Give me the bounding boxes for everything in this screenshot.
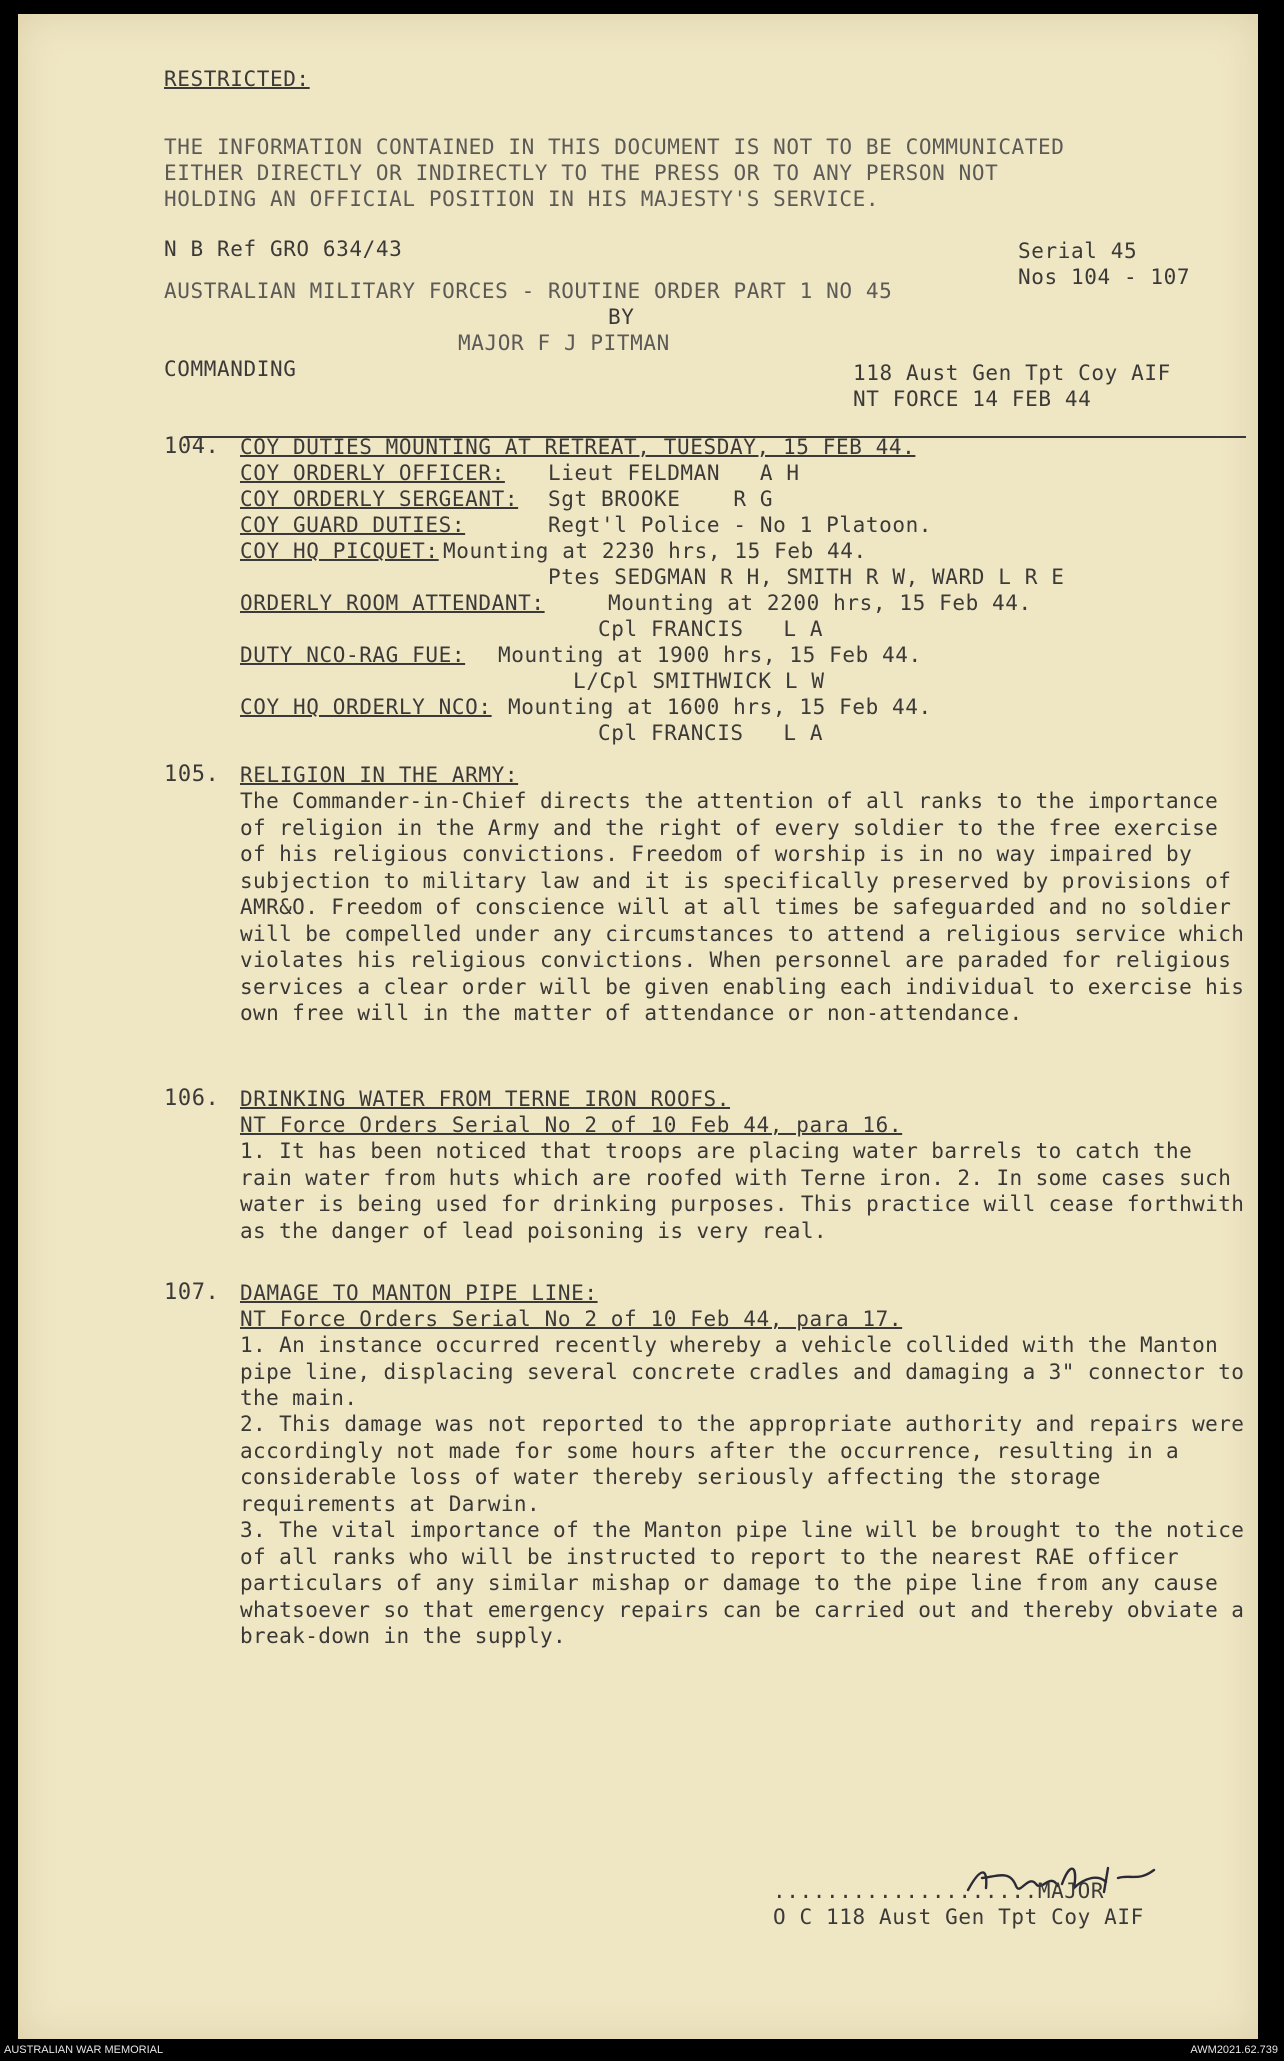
duty-label: DUTY NCO-RAG FUE: bbox=[240, 643, 466, 667]
duty-value: L/Cpl SMITHWICK L W bbox=[573, 669, 825, 693]
reference-number: N B Ref GRO 634/43 bbox=[164, 237, 403, 261]
duty-value: Cpl FRANCIS L A bbox=[598, 721, 824, 745]
order-105-number: 105. bbox=[164, 762, 220, 787]
issuing-officer: MAJOR F J PITMAN bbox=[458, 331, 670, 355]
notice-line-1: THE INFORMATION CONTAINED IN THIS DOCUMENT IS NOT TO BE COMMUNICATED bbox=[164, 135, 1065, 159]
archive-label: AUSTRALIAN WAR MEMORIAL bbox=[4, 2044, 164, 2056]
order-107-heading: DAMAGE TO MANTON PIPE LINE: bbox=[240, 1281, 598, 1305]
order-105-body: The Commander-in-Chief directs the attention of all ranks to the importance of religion in the Army and the right of every soldier to the free exercise of his religious convictions. Freedom of worship is in no way impaired by subjection to military law and it is specifically preserved by provisions of AMR&O. Freedom of conscience will at all times be safeguarded and no soldier will be compelled under any circumstances to attend a religious service which violates his religious convictions. When personnel are paraded for religious services a clear order will be given enabling each individual to exercise his own free will in the matter of attendance or non-attendance. bbox=[240, 789, 1245, 1025]
order-106-number: 106. bbox=[164, 1086, 220, 1111]
order-106-body: 1. It has been noticed that troops are placing water barrels to catch the rain water from huts which are roofed with Terne iron. 2. In some cases such water is being used for drinking purposes. This practice will cease forthwith as the danger of lead poisoning is very real. bbox=[240, 1139, 1245, 1243]
duty-value: Regt'l Police - No 1 Platoon. bbox=[548, 513, 933, 537]
order-104-heading: COY DUTIES MOUNTING AT RETREAT, TUESDAY, 15 FEB 44. bbox=[240, 435, 916, 459]
signatory-unit: O C 118 Aust Gen Tpt Coy AIF bbox=[773, 1905, 1144, 1929]
order-107-reference: NT Force Orders Serial No 2 of 10 Feb 44, para 17. bbox=[240, 1307, 903, 1331]
duty-label: COY ORDERLY OFFICER: bbox=[240, 461, 505, 485]
duty-value: Mounting at 2230 hrs, 15 Feb 44. bbox=[443, 539, 867, 563]
duty-value: Mounting at 1900 hrs, 15 Feb 44. bbox=[498, 643, 922, 667]
order-106-heading: DRINKING WATER FROM TERNE IRON ROOFS. bbox=[240, 1087, 730, 1111]
notice-line-3: HOLDING AN OFFICIAL POSITION IN HIS MAJESTY'S SERVICE. bbox=[164, 187, 880, 211]
unit-name: 118 Aust Gen Tpt Coy AIF bbox=[853, 361, 1171, 385]
duty-value: Cpl FRANCIS L A bbox=[598, 617, 824, 641]
restricted-label: RESTRICTED: bbox=[164, 67, 310, 91]
order-107-para-2: 2. This damage was not reported to the appropriate authority and repairs were accordingly not made for some hours after the occurrence, resulting in a considerable loss of water thereby seriously affecting the storage requirements at Darwin. bbox=[240, 1412, 1245, 1516]
document-page bbox=[18, 14, 1258, 2039]
accession-number: AWM2021.62.739 bbox=[1190, 2044, 1278, 2056]
duty-value: Mounting at 2200 hrs, 15 Feb 44. bbox=[608, 591, 1032, 615]
duty-value: Sgt BROOKE R G bbox=[548, 487, 774, 511]
force-date: NT FORCE 14 FEB 44 bbox=[853, 387, 1092, 411]
duty-label: ORDERLY ROOM ATTENDANT: bbox=[240, 591, 545, 615]
by-label: BY bbox=[608, 305, 635, 329]
order-107-para-1: 1. An instance occurred recently whereby a vehicle collided with the Manton pipe line, displacing several concrete cradles and damaging a 3" connector to the main. bbox=[240, 1333, 1245, 1410]
duty-value: Mounting at 1600 hrs, 15 Feb 44. bbox=[508, 695, 932, 719]
order-104-number: 104. bbox=[164, 434, 220, 459]
order-title: AUSTRALIAN MILITARY FORCES - ROUTINE ORDER PART 1 NO 45 bbox=[164, 279, 893, 303]
notice-line-2: EITHER DIRECTLY OR INDIRECTLY TO THE PRESS OR TO ANY PERSON NOT bbox=[164, 161, 999, 185]
duty-value: Lieut FELDMAN A H bbox=[548, 461, 800, 485]
signature-line: ....................MAJOR bbox=[773, 1879, 1105, 1903]
order-107-para-3: 3. The vital importance of the Manton pipe line will be brought to the notice of all ranks who will be instructed to report to the nearest RAE officer particulars of any similar mishap or damage to the pipe line from any cause whatsoever so that emergency repairs can be carried out and thereby obviate a break-down in the supply. bbox=[240, 1518, 1245, 1648]
duty-label: COY HQ PICQUET: bbox=[240, 539, 439, 563]
serial-number: Serial 45 bbox=[1018, 239, 1138, 263]
duty-value: Ptes SEDGMAN R H, SMITH R W, WARD L R E bbox=[548, 565, 1065, 589]
order-106-reference: NT Force Orders Serial No 2 of 10 Feb 44, para 16. bbox=[240, 1113, 903, 1137]
duty-label: COY HQ ORDERLY NCO: bbox=[240, 695, 492, 719]
commanding-label: COMMANDING bbox=[164, 357, 297, 381]
order-107-number: 107. bbox=[164, 1280, 220, 1305]
order-numbers: Nos 104 - 107 bbox=[1018, 265, 1191, 289]
duty-label: COY ORDERLY SERGEANT: bbox=[240, 487, 519, 511]
order-105-heading: RELIGION IN THE ARMY: bbox=[240, 763, 519, 787]
duty-label: COY GUARD DUTIES: bbox=[240, 513, 466, 537]
